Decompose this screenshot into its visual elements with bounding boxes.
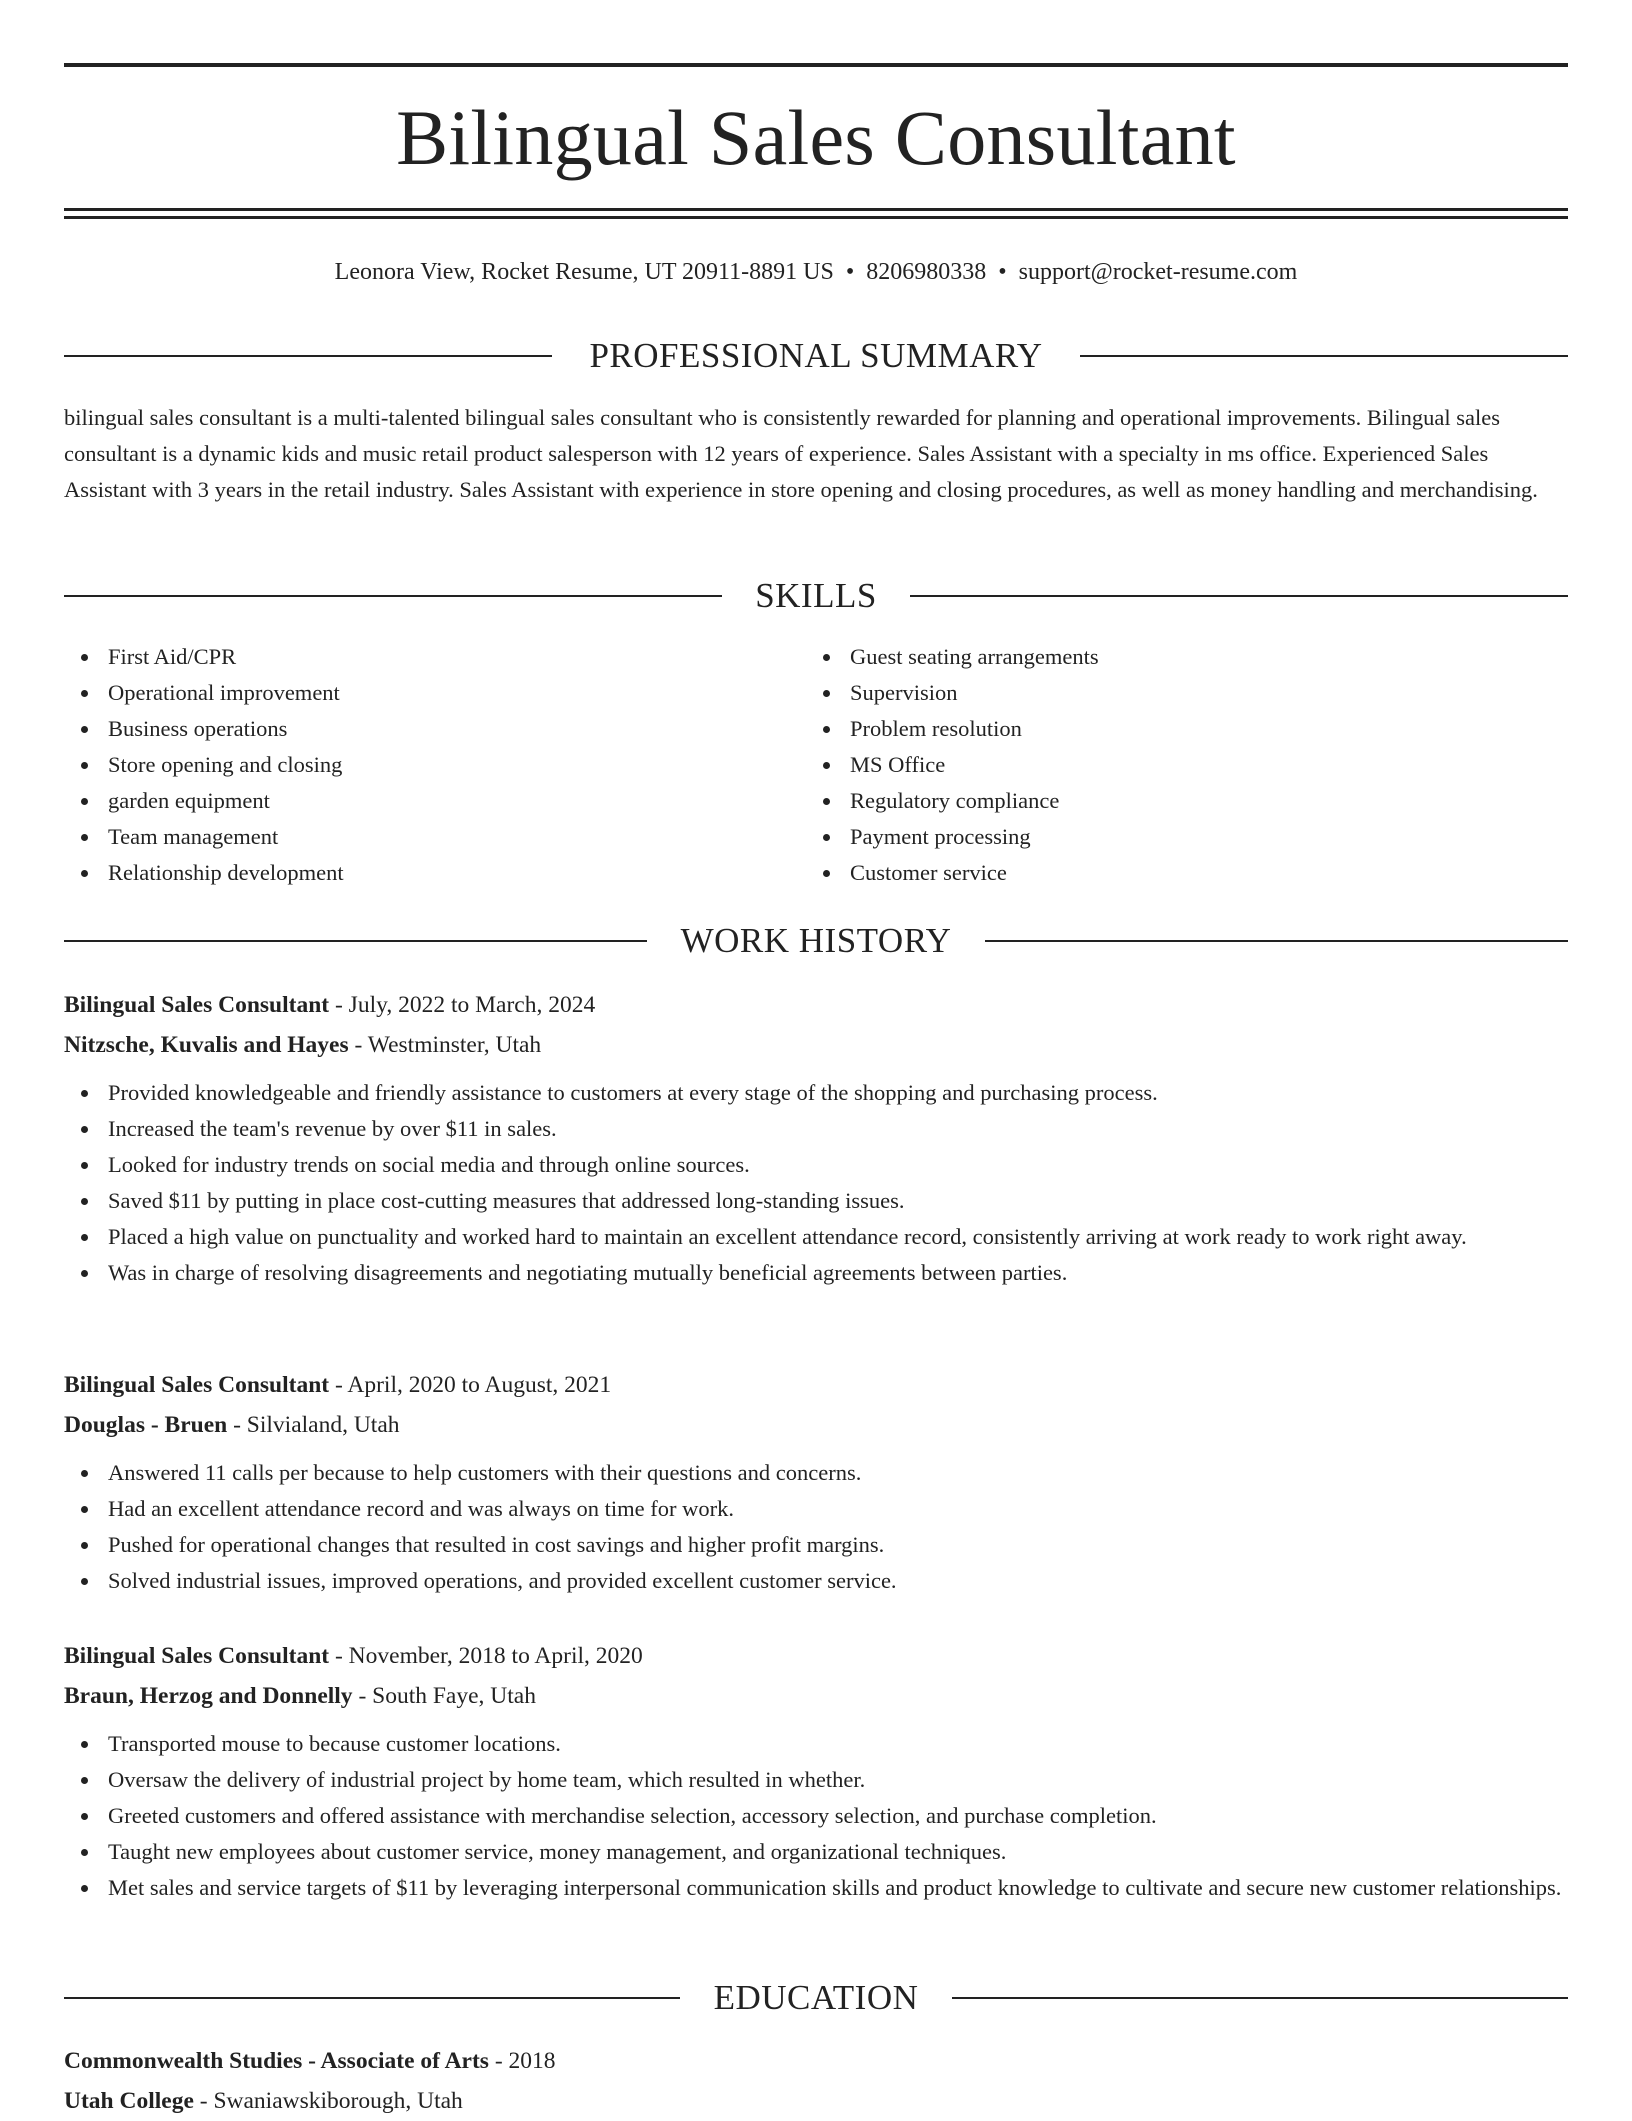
title-rule-upper [64,208,1568,211]
skill-item: First Aid/CPR [108,639,808,675]
job-location: - South Faye, Utah [352,1683,536,1709]
contact-separator: • [845,259,855,285]
education-degree: Commonwealth Studies - Associate of Arts [64,2048,489,2074]
top-rule [64,63,1568,67]
job-bullet: Pushed for operational changes that resulted in cost savings and higher profit margins. [108,1527,1568,1563]
education-location: - Swaniawskiborough, Utah [193,2088,463,2114]
job-entry [64,1365,1568,1599]
job-entry [64,985,1568,1291]
contact-separator: • [998,259,1007,285]
education-school-line [64,2081,1568,2121]
job-bullets [64,1726,1568,1906]
job-title-line [64,1636,1568,1676]
work-section-header [64,919,1568,963]
education-heading: EDUCATION [713,1978,919,2017]
job-bullet: Looked for industry trends on social media and through online sources. [108,1147,1568,1183]
job-dates: - November, 2018 to April, 2020 [329,1643,643,1669]
job-bullet: Transported mouse to because customer locations. [108,1726,1568,1762]
job-company-line [64,1676,1568,1716]
education-degree-line [64,2041,1568,2081]
skill-item: Problem resolution [850,711,1550,747]
job-title-line [64,1365,1568,1405]
job-title: Bilingual Sales Consultant [64,1643,330,1669]
education-school: Utah College [64,2088,194,2114]
skills-list-right [806,639,1550,891]
job-bullet: Provided knowledgeable and friendly assistance to customers at every stage of the shopping and purchasing process. [108,1075,1568,1111]
skills-list-left [64,639,808,891]
job-company: Nitzsche, Kuvalis and Hayes [64,1032,349,1058]
skill-item: Team management [108,819,808,855]
job-company-line [64,1025,1568,1065]
job-location: - Westminster, Utah [348,1032,542,1058]
skills-heading: SKILLS [755,576,877,615]
job-bullet: Answered 11 calls per because to help customers with their questions and concerns. [108,1455,1568,1491]
education-entry [64,2041,1568,2121]
skill-item: Supervision [850,675,1550,711]
skill-item: Guest seating arrangements [850,639,1550,675]
contact-phone: 8206980338 [866,259,987,285]
job-bullet: Was in charge of resolving disagreements and negotiating mutually beneficial agreements between parties. [108,1255,1568,1291]
job-bullets [64,1455,1568,1599]
skill-item: Relationship development [108,855,808,891]
skill-item: garden equipment [108,783,808,819]
contact-line [64,254,1568,290]
job-entry [64,1636,1568,1906]
job-company: Braun, Herzog and Donnelly [64,1683,353,1709]
summary-heading: PROFESSIONAL SUMMARY [589,336,1043,375]
job-bullets [64,1075,1568,1291]
skill-item: Business operations [108,711,808,747]
work-heading: WORK HISTORY [680,921,952,960]
job-title: Bilingual Sales Consultant [64,992,330,1018]
job-bullet: Increased the team's revenue by over $11 in sales. [108,1111,1568,1147]
skill-item: MS Office [850,747,1550,783]
job-bullet: Greeted customers and offered assistance with merchandise selection, accessory selection, and purchase completion. [108,1798,1568,1834]
education-section-header [64,1976,1568,2020]
skill-item: Store opening and closing [108,747,808,783]
skill-item: Payment processing [850,819,1550,855]
skill-item: Customer service [850,855,1550,891]
job-company: Douglas - Bruen [64,1412,228,1438]
job-bullet: Taught new employees about customer service, money management, and organizational techniques. [108,1834,1568,1870]
job-bullet: Saved $11 by putting in place cost-cutting measures that addressed long-standing issues. [108,1183,1568,1219]
job-bullet: Met sales and service targets of $11 by leveraging interpersonal communication skills and product knowledge to cultivate and secure new customer relationships. [108,1870,1568,1906]
job-company-line [64,1405,1568,1445]
title-rule-lower [64,216,1568,219]
skill-item: Operational improvement [108,675,808,711]
summary-text: bilingual sales consultant is a multi-talented bilingual sales consultant who is consistently rewarded for planning and operational improvements. Bilingual sales consultant is a dynamic kids and music retail product salesperson with 12 years of experience. Sales Assistant with a specialty in ms office. Experienced Sales Assistant with 3 years in the retail industry. Sales Assistant with experience in store opening and closing procedures, as well as money handling and merchandising. [64,405,1538,502]
summary-section-header [64,334,1568,378]
job-title-line [64,985,1568,1025]
job-bullet: Placed a high value on punctuality and worked hard to maintain an excellent attendance record, consistently arriving at work ready to work right away. [108,1219,1568,1255]
job-location: - Silvialand, Utah [227,1412,400,1438]
education-year: - 2018 [488,2048,556,2074]
contact-email: support@rocket-resume.com [1018,259,1298,285]
job-bullet: Had an excellent attendance record and was always on time for work. [108,1491,1568,1527]
contact-address: Leonora View, Rocket Resume, UT 20911-8891 US [334,259,834,285]
job-bullet: Solved industrial issues, improved operations, and provided excellent customer service. [108,1563,1568,1599]
resume-title: Bilingual Sales Consultant [396,94,1236,181]
job-dates: - April, 2020 to August, 2021 [329,1372,612,1398]
skills-section-header [64,574,1568,618]
skill-item: Regulatory compliance [850,783,1550,819]
job-title: Bilingual Sales Consultant [64,1372,330,1398]
job-bullet: Oversaw the delivery of industrial project by home team, which resulted in whether. [108,1762,1568,1798]
job-dates: - July, 2022 to March, 2024 [329,992,596,1018]
